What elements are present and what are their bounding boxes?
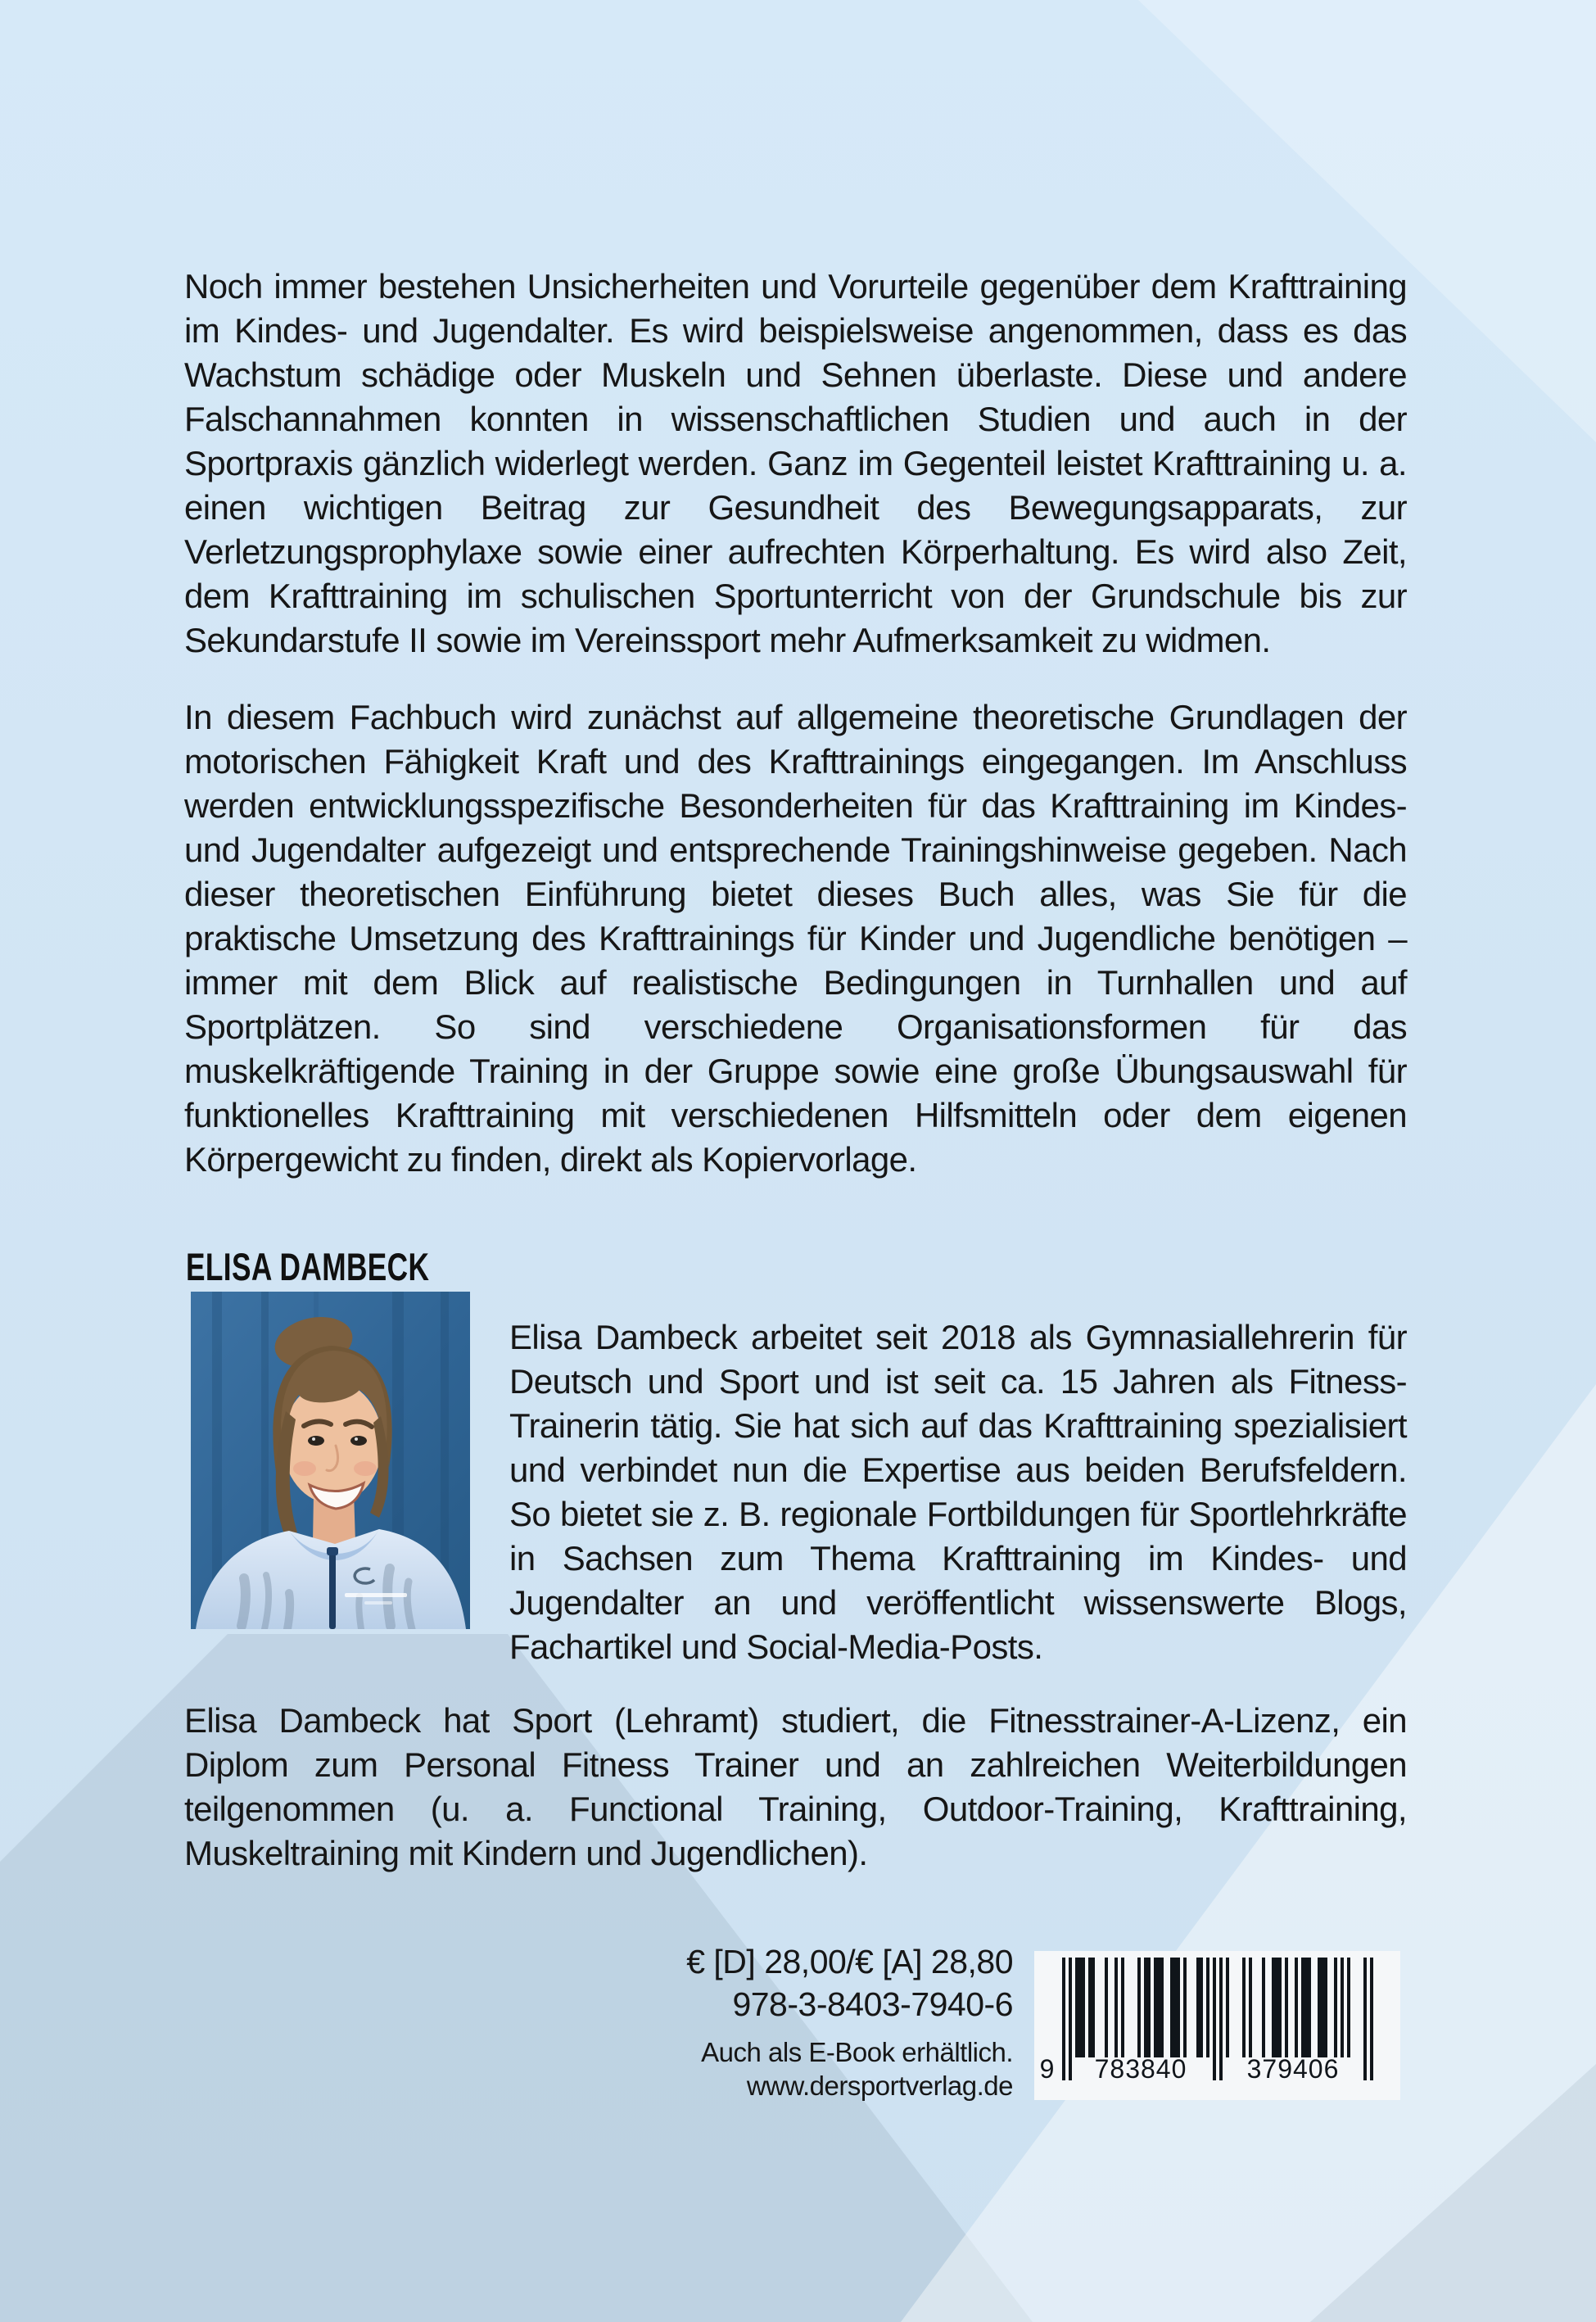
blush-left <box>293 1461 316 1476</box>
ebook-availability-note: Auch als E-Book erhältlich. <box>701 2037 1013 2067</box>
barcode-digits-left: 783840 <box>1094 2054 1187 2084</box>
eye-right <box>350 1436 367 1446</box>
eye-left <box>308 1436 324 1446</box>
author-bio-intro: Elisa Dambeck arbeitet seit 2018 als Gymnasiallehrerin für Deutsch und Sport und ist seit ca. 15 Jahren als Fitness-Trainerin tätig. Sie hat sich auf das Krafttraining spezialisiert und verbindet nun die Expertise aus beiden Berufsfeldern. So bietet sie z. B. regionale Fortbildungen für Sportlehrkräfte in Sachsen zum Thema Krafttraining im Kindes- und Jugendalter an und veröffentlicht wissenswerte Blogs, Fachartikel und Social-Media-Posts. <box>509 1318 1407 1666</box>
barcode-digit-lead: 9 <box>1039 2054 1056 2084</box>
jacket-zipper <box>329 1552 336 1629</box>
blush-right <box>354 1461 377 1476</box>
zipper-pull <box>327 1547 338 1555</box>
blurb-paragraph-2: In diesem Fachbuch wird zunächst auf allgemeine theoretische Grundlagen der motorischen Fähigkeit Kraft und des Krafttrainings eingegangen. Im Anschluss werden entwicklungsspezifische Besonderheiten für das Krafttraining im Kindes- und Jugendalter aufgezeigt und entsprechende Trainingshinweise gegeben. Nach dieser theoretischen Einführung bietet dieses Buch alles, was Sie für die praktische Umsetzung des Krafttrainings für Kinder und Jugendliche benötigen – immer mit dem Blick auf realistische Bedingungen in Turnhallen und auf Sportplätzen. So sind verschiedene Organisationsformen für das muskelkräftigende Training in der Gruppe sowie eine große Übungsauswahl für funktionelles Krafttraining mit verschiedenen Hilfsmitteln oder dem eigenen Körpergewicht zu finden, direkt als Kopiervorlage. <box>184 698 1407 1179</box>
blurb-paragraph-1: Noch immer bestehen Unsicherheiten und Vorurteile gegenüber dem Krafttraining im Kindes- und Jugendalter. Es wird beispielsweise angenommen, dass es das Wachstum schädige oder Muskeln und Sehnen überlaste. Diese und andere Falschannahmen konnten in wissenschaftlichen Studien und auch in der Sportpraxis gänzlich widerlegt werden. Ganz im Gegenteil leistet Krafttraining u. a. einen wichtigen Beitrag zur Gesundheit des Bewegungsapparats, zur Verletzungsprophylaxe sowie einer aufrechten Körperhaltung. Es wird also Zeit, dem Krafttraining im schulischen Sportunterricht von der Grundschule bis zur Sekundarstufe II sowie im Vereinssport mehr Aufmerksamkeit zu widmen. <box>184 267 1407 659</box>
author-portrait-illustration <box>191 1292 470 1629</box>
jacket-logo-subtext-mark <box>364 1601 392 1605</box>
price-line: € [D] 28,00/€ [A] 28,80 <box>686 1943 1013 1980</box>
jacket-logo-text-mark <box>345 1593 407 1597</box>
author-bio-credentials: Elisa Dambeck hat Sport (Lehramt) studiert, die Fitnesstrainer-A-Lizenz, ein Diplom zum Personal Fitness Trainer und an zahlreichen Weiterbildungen teilgenommen (u. a. Functional Training, Outdoor-Training, Krafttraining, Muskeltraining mit Kindern und Jugendlichen). <box>184 1701 1407 1872</box>
author-photo <box>191 1292 470 1629</box>
barcode-digits-right: 379406 <box>1246 2054 1340 2084</box>
publisher-website: www.dersportverlag.de <box>746 2071 1013 2101</box>
isbn: 978-3-8403-7940-6 <box>732 1985 1013 2023</box>
author-name-heading: ELISA DAMBECK <box>186 1245 430 1288</box>
ean13-barcode <box>1034 1951 1400 2100</box>
